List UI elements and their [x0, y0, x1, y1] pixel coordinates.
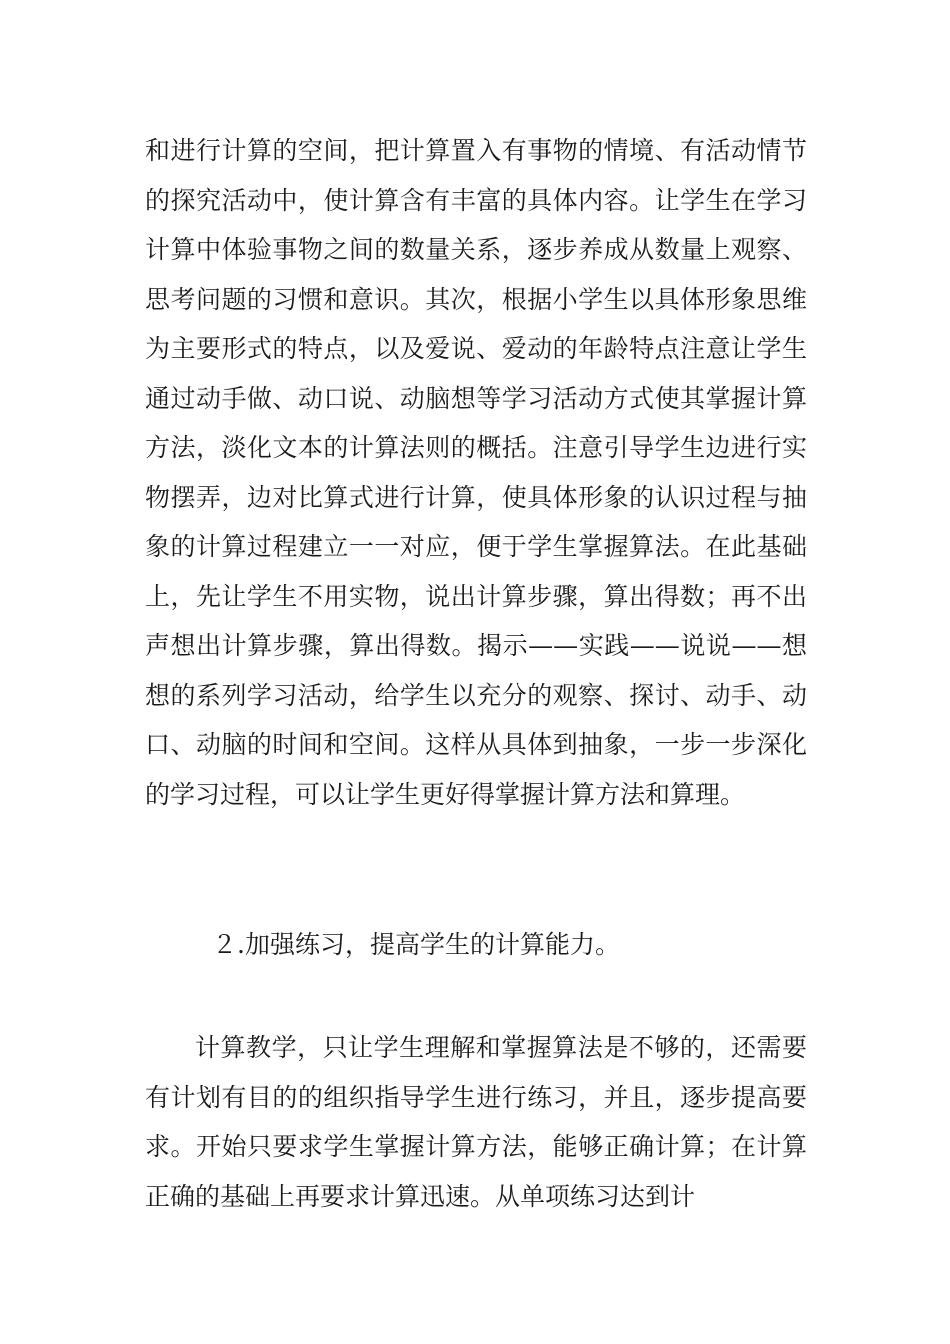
- section-heading: ２.加强练习，提高学生的计算能力。: [212, 930, 620, 959]
- body-paragraph-2: 计算教学，只让学生理解和掌握算法是不够的，还需要有计划有目的的组织指导学生进行练习，并且，逐步提高要求。开始只要求学生掌握计算方法，能够正确计算；在计算正确的基础上再要求计算迅速。从单项练习达到计: [145, 1033, 807, 1211]
- body-paragraph-1: 和进行计算的空间，把计算置入有事物的情境、有活动情节的探究活动中，使计算含有丰富的具体内容。让学生在学习计算中体验事物之间的数量关系，逐步养成从数量上观察、思考问题的习惯和意识。其次，根据小学生以具体形象思维为主要形式的特点，以及爱说、爱动的年龄特点注意让学生通过动手做、动口说、动脑想等学习活动方式使其掌握计算方法，淡化文本的计算法则的概括。注意引导学生边进行实物摆弄，边对比算式进行计算，使具体形象的认识过程与抽象的计算过程建立一一对应，便于学生掌握算法。在此基础上，先让学生不用实物，说出计算步骤，算出得数；再不出声想出计算步骤，算出得数。揭示——实践——说说——想想的系列学习活动，给学生以充分的观察、探讨、动手、动口、动脑的时间和空间。这样从具体到抽象，一步一步深化的学习过程，可以让学生更好得掌握计算方法和算理。: [145, 136, 807, 809]
